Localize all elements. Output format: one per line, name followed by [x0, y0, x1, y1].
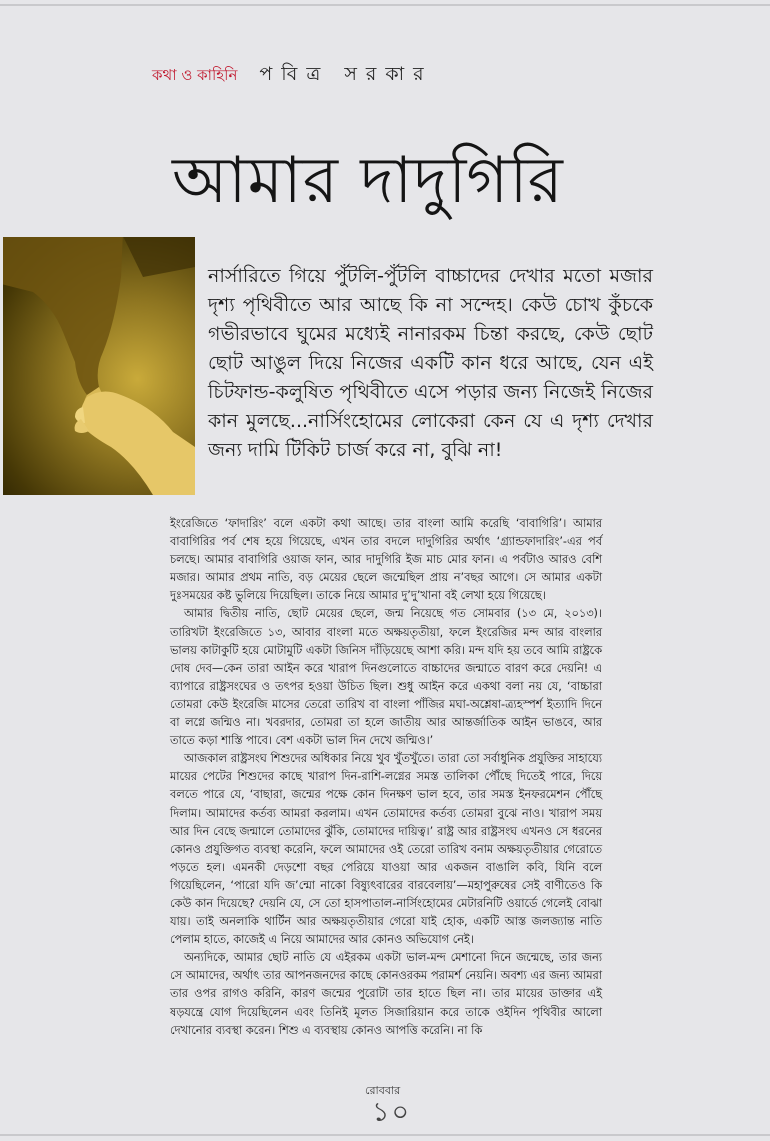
article-body [170, 515, 602, 1040]
page-number: ১০ [372, 1097, 412, 1128]
article-title: আমার দাদুগিরি [172, 144, 564, 218]
page-header [152, 60, 433, 92]
body-paragraph: অন্যদিকে, আমার ছোট নাতি যে এইরকম একটা ভাল-মন্দ মেশানো দিনে জন্মেছে, তার জন্য সে আমাদের, অর্থাৎ তার আপনজনদের কাছে কোনওরকম পরামর্শ নেয়নি। অবশ্য এর জন্য আমরা তার ওপর রাগও করিনি, কারণ জন্মের পুরোটা তার হাতে ছিল না। তার মায়ের ডাক্তার এই ষড়যন্ত্রে যোগ দিয়েছিলেন এবং তিনিই মূলত সিজারিয়ান করে তাকে ওইদিন পৃথিবীর আলো দেখানোর ব্যবস্থা করেন। শিশু এ ব্যবস্থায় কোনও আপত্তি করেনি। না কি [170, 951, 602, 1037]
author-name: পবিত্র সরকার [259, 63, 433, 85]
body-paragraph: আজকাল রাষ্ট্রসংঘ শিশুদের অধিকার নিয়ে খুব খুঁতখুঁতে। তারা তো সর্বাধুনিক প্রযুক্তির সাহায্যে মায়ের পেটের শিশুদের কাছে খারাপ দিন-রাশি-লগ্নের সমস্ত তালিকা পৌঁছে দিতেই পারে, দিয়ে বলতে পারে যে, ‘বাছারা, জন্মের পক্ষে কোন দিনক্ষণ ভাল হবে, তার সমস্ত ইনফরমেশন পৌঁছে দিলাম। আমাদের কর্তব্য আমরা করলাম। এখন তোমাদের কর্তব্য তোমরা বুঝে নাও। খারাপ সময় আর দিন বেছে জন্মালে তোমাদের ঝুঁকি, তোমাদের দায়িত্ব।’ রাষ্ট্র আর রাষ্ট্রসংঘ এখনও সে ধরনের কোনও প্রযুক্তিগত ব্যবস্থা করেনি, ফলে আমাদের ওই তেরো তারিখ বনাম অক্ষয়তৃতীয়ার গেরোতে পড়তে হল। এমনকী দেড়শো বছর পেরিয়ে যাওয়া আর একজন বাঙালি কবি, যিনি বলে গিয়েছিলেন, ‘পারো যদি জ’ন্মো নাকো বিষ্যুৎবারের বারবেলায়’—মহাপুরুষের সেই বাণীতেও কি কেউ কান দিয়েছে? দেয়নি যে, সে তো হাসপাতাল-নার্সিংহোমের মেটারনিটি ওয়ার্ডে গেলেই বোঝা যায়। তাই অনলাকি থার্টিন আর অক্ষয়তৃতীয়ার গেরো যাই হোক, একটি আস্ত জলজ্যান্ত নাতি পেলাম হাতে, কাজেই এ নিয়ে আমাদের আর কোনও অভিযোগ নেই। [170, 752, 602, 947]
body-paragraph: ইংরেজিতে ‘ফাদারিং’ বলে একটা কথা আছে। তার বাংলা আমি করেছি ‘বাবাগিরি’। আমার বাবাগিরির পর্ব শেষ হয়ে গিয়েছে, এখন তার বদলে দাদুগিরির অর্থাৎ ‘গ্র্যান্ডফাদারিং’-এর পর্ব চলছে। আমার বাবাগিরি ওয়াজ ফান, আর দাদুগিরি ইজ মাচ মোর ফান। এ পর্বটাও আরও বেশি মজার। আমার প্রথম নাতি, বড় মেয়ের ছেলে জন্মেছিল প্রায় ন’বছর আগে। সে আমার একটা দুঃসময়ের কষ্ট ভুলিয়ে দিয়েছিল। তাকে নিয়ে আমার দু’দু’খানা বই লেখা হয়ে গিয়েছে। [170, 517, 602, 603]
hand-holding-child-photo [3, 237, 195, 495]
top-rule [0, 4, 770, 6]
magazine-name: রোববার [365, 1084, 401, 1097]
section-label: কথা ও কাহিনি [152, 66, 238, 84]
lead-paragraph: নার্সারিতে গিয়ে পুঁটলি-পুঁটলি বাচ্চাদের দেখার মতো মজার দৃশ্য পৃথিবীতে আর আছে কি না সন্দেহ। কেউ চোখ কুঁচকে গভীরভাবে ঘুমের মধ্যেই নানারকম চিন্তা করছে, কেউ ছোট ছোট আঙুল দিয়ে নিজের একটি কান ধরে আছে, যেন এই চিটফান্ড-কলুষিত পৃথিবীতে এসে পড়ার জন্য নিজেই নিজের কান মুলছে...নার্সিংহোমের লোকেরা কেন যে এ দৃশ্য দেখার জন্য দামি টিকিট চার্জ করে না, বুঝি না! [208, 265, 653, 461]
body-paragraph: আমার দ্বিতীয় নাতি, ছোট মেয়ের ছেলে, জন্ম নিয়েছে গত সোমবার (১৩ মে, ২০১৩)। তারিখটা ইংরেজিতে ১৩, আবার বাংলা মতে অক্ষয়তৃতীয়া, ফলে ইংরেজির মন্দ আর বাংলার ভালয় কাটাকুটি হয়ে মোটামুটি একটা জিনিস দাঁড়িয়েছে আশা করি। মন্দ যদি হয় তবে আমি রাষ্ট্রকে দোষ দেব—কেন তারা আইন করে খারাপ দিনগুলোতে বাচ্চাদের জন্মাতে বারণ করে দেয়নি! এ ব্যাপারে রাষ্ট্রসংঘের ও তৎপর হওয়া উচিত ছিল। শুধু আইন করে একথা বলা নয় যে, ‘বাচ্চারা তোমরা কেউ ইংরেজি মাসের তেরো তারিখ বা বাংলা পাঁজির মঘা-অশ্লেষা-ত্র্যহস্পর্শ ইত্যাদি দিনে বা লগ্নে জন্মিও না। খবরদার, তোমরা তা হলে জাতীয় আর আন্তর্জাতিক আইন ভাঙবে, আর তাতে কড়া শাস্তি পাবে। বেশ একটা ভাল দিন দেখে জন্মিও।’ [170, 607, 602, 748]
